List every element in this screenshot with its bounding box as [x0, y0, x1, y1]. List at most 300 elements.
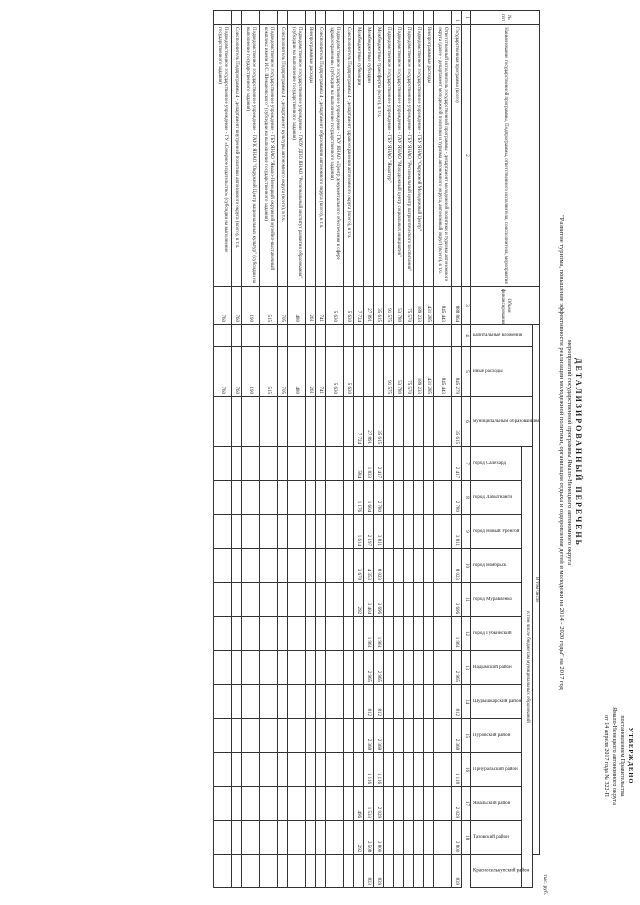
table-row	[434, 11, 452, 888]
row-municipality-value	[384, 821, 394, 855]
row-municipality-value	[404, 753, 414, 787]
row-municipality-value	[260, 549, 278, 583]
row-municipality-value	[232, 855, 242, 888]
row-municipality-value	[232, 549, 242, 583]
row-other-expenses: 760	[214, 347, 232, 397]
row-municipality-value: 2 800	[374, 821, 384, 855]
row-municipality-value	[434, 447, 452, 481]
row-investments	[242, 325, 260, 347]
row-municipal	[214, 397, 232, 447]
row-municipality-value	[424, 583, 434, 617]
table-row	[414, 11, 424, 888]
row-municipality-value	[414, 617, 424, 651]
row-municipality-value	[344, 549, 354, 583]
row-municipality-value: 1 961	[374, 617, 384, 651]
row-number	[424, 11, 434, 25]
row-municipality-value: 812	[452, 685, 462, 719]
row-municipal	[242, 397, 260, 447]
row-municipal	[424, 397, 434, 447]
row-municipality-value	[260, 481, 278, 515]
header-name: Наименование государственной программы, Подпрограммы, ответственного исполнителя, соисполнителя, мероприятия	[471, 25, 540, 287]
row-municipality-value	[354, 651, 364, 685]
row-municipality-value: 1 176	[354, 481, 364, 515]
column-index: 11	[462, 583, 471, 617]
column-index: 16	[462, 753, 471, 787]
row-municipality-value	[242, 685, 260, 719]
row-municipality-value	[384, 481, 394, 515]
approval-word: УТВЕРЖДЕНО	[627, 727, 634, 785]
row-municipality-value	[424, 515, 434, 549]
table-row	[316, 11, 326, 888]
row-name: Соисполнитель Подпрограммы 4 - департамент культуры автономного округа (всего), в т.ч.	[278, 25, 288, 287]
row-total: 741	[316, 287, 326, 325]
row-number: 1	[452, 11, 462, 25]
row-name: Подведомственное государственное учреждение - ГАОУ ДПО ЯНАО "Региональный институт развития образования" (субсидии на выполнение государственного задания)	[288, 25, 306, 287]
row-municipality-value	[278, 719, 288, 753]
row-municipality-value	[278, 481, 288, 515]
row-municipality-value	[288, 821, 306, 855]
row-municipality-value	[326, 719, 344, 753]
table-header-row	[533, 11, 540, 888]
row-municipality-value	[316, 753, 326, 787]
row-total: 75 570	[404, 287, 414, 325]
row-name: Подведомственное государственное учреждение - ГБУ ЯНАО "Окружной Молодежный Центр"	[414, 25, 424, 287]
row-municipality-value	[288, 447, 306, 481]
row-municipality-value	[242, 787, 260, 821]
row-municipality-value: 812	[374, 685, 384, 719]
row-municipality-value	[288, 855, 306, 888]
row-municipality-value	[424, 685, 434, 719]
column-index: 17	[462, 787, 471, 821]
row-municipality-value	[242, 753, 260, 787]
table-row	[344, 11, 354, 888]
row-total: 35 615	[374, 287, 384, 325]
row-total: 760	[232, 287, 242, 325]
row-municipality-value	[232, 787, 242, 821]
row-municipality-value	[316, 617, 326, 651]
row-investments	[434, 325, 452, 347]
row-municipality-value	[326, 447, 344, 481]
header-investments: капитальные вложения	[471, 325, 533, 347]
row-municipality-value: 1 961	[364, 617, 374, 651]
row-municipality-value	[316, 515, 326, 549]
row-number	[354, 11, 364, 25]
row-municipality-value	[326, 821, 344, 855]
row-other-expenses: 5 630	[344, 347, 354, 397]
row-municipal	[404, 397, 414, 447]
row-number	[278, 11, 288, 25]
row-municipality-value	[214, 481, 232, 515]
row-municipality-value	[424, 719, 434, 753]
row-municipality-value	[288, 719, 306, 753]
row-municipality-value	[344, 855, 354, 888]
row-municipality-value	[214, 549, 232, 583]
row-name: Соисполнитель Подпрограммы 4 - департамент внутренней политики автономного округа (всего), в т.ч.	[232, 25, 242, 287]
row-municipality-value	[242, 481, 260, 515]
row-municipality-value	[414, 719, 424, 753]
row-total: 5 630	[326, 287, 344, 325]
table-row	[260, 11, 278, 888]
row-municipality-value: 3 811	[452, 515, 462, 549]
row-name: Внепрограммные расходы	[306, 25, 316, 287]
row-municipality-value	[434, 855, 452, 888]
row-municipality-value	[394, 447, 404, 481]
row-municipality-value	[354, 719, 364, 753]
row-municipality-value	[344, 515, 354, 549]
row-municipality-value: 833	[364, 855, 374, 888]
row-municipality-value: 292	[354, 821, 364, 855]
row-total: 760	[214, 287, 232, 325]
row-municipality-value	[260, 685, 278, 719]
column-index: 10	[462, 549, 471, 583]
row-municipality-value	[384, 447, 394, 481]
row-municipality-value	[404, 447, 414, 481]
row-investments	[260, 325, 278, 347]
row-municipality-value: 812	[364, 685, 374, 719]
row-municipality-value	[354, 855, 364, 888]
header-municipality: Красноселькупский район	[471, 855, 522, 888]
row-municipality-value	[242, 719, 260, 753]
row-investments	[374, 325, 384, 347]
row-other-expenses	[364, 347, 374, 397]
row-name: Подведомственное государственное учреждение - ГБУ ЯНАО "Ямалтур"	[384, 25, 394, 287]
column-index: 7	[462, 447, 471, 481]
row-municipal	[278, 397, 288, 447]
column-index: 6	[462, 397, 471, 447]
row-municipality-value	[394, 617, 404, 651]
row-municipality-value	[288, 583, 306, 617]
header-municipality: Приуральский район	[471, 753, 522, 787]
column-index: 14	[462, 685, 471, 719]
row-total: 431 285	[424, 287, 434, 325]
row-municipality-value: 3 696	[452, 583, 462, 617]
row-number	[384, 11, 394, 25]
row-number	[316, 11, 326, 25]
row-name: Подведомственное государственное учреждение - ГАУК ЯНАО "Окружной Центр национальных культур" (субсидии на выполнение государственного задания)	[242, 25, 260, 287]
row-municipality-value	[278, 617, 288, 651]
row-municipality-value	[316, 719, 326, 753]
row-municipal	[326, 397, 344, 447]
row-municipality-value: 2 508	[364, 821, 374, 855]
table-row	[326, 11, 344, 888]
row-municipality-value	[278, 685, 288, 719]
row-total: 5 630	[344, 287, 354, 325]
row-municipality-value	[404, 787, 414, 821]
column-index: 13	[462, 651, 471, 685]
row-municipality-value	[306, 753, 316, 787]
header-total: Объем финансирования	[471, 287, 540, 325]
table-row	[242, 11, 260, 888]
row-municipality-value	[306, 447, 316, 481]
row-municipality-value	[394, 821, 404, 855]
row-name: Соисполнитель Подпрограммы 4 - департамент образования автономного округа (всего), в т.ч.	[316, 25, 326, 287]
row-municipality-value	[232, 651, 242, 685]
row-other-expenses: 845 279	[452, 347, 462, 397]
row-municipality-value	[214, 617, 232, 651]
row-number	[260, 11, 278, 25]
row-municipality-value	[288, 685, 306, 719]
row-investments	[288, 325, 306, 347]
row-municipal	[394, 397, 404, 447]
row-municipal	[232, 397, 242, 447]
row-other-expenses: 261	[306, 347, 316, 397]
row-municipality-value	[404, 855, 414, 888]
row-municipality-value	[344, 787, 354, 821]
approval-line: от 14 апреля 2017 года № 322-П	[603, 715, 609, 797]
column-index: 1	[462, 11, 471, 25]
row-other-expenses: 741	[316, 347, 326, 397]
row-name: Внепрограммные расходы	[424, 25, 434, 287]
row-number	[326, 11, 344, 25]
row-number	[242, 11, 260, 25]
row-municipality-value	[404, 481, 414, 515]
row-municipality-value	[214, 719, 232, 753]
row-municipality-value	[214, 515, 232, 549]
row-municipality-value	[316, 447, 326, 481]
row-municipality-value	[242, 821, 260, 855]
row-municipality-value	[404, 515, 414, 549]
row-municipality-value	[424, 651, 434, 685]
row-municipality-value	[278, 753, 288, 787]
header-municipality: Надымский район	[471, 651, 522, 685]
row-total: 53 780	[394, 287, 404, 325]
row-municipality-value	[260, 753, 278, 787]
row-municipality-value	[232, 583, 242, 617]
row-number	[214, 11, 232, 25]
row-municipal	[434, 397, 452, 447]
row-municipality-value	[260, 617, 278, 651]
row-municipality-value: 1 961	[452, 617, 462, 651]
table-row	[288, 11, 306, 888]
table-row	[404, 11, 414, 888]
row-municipality-value	[316, 821, 326, 855]
row-municipality-value	[414, 821, 424, 855]
row-municipal	[316, 397, 326, 447]
row-total: 888 864	[452, 287, 462, 325]
row-municipality-value: 2 417	[452, 447, 462, 481]
row-number	[404, 11, 414, 25]
row-municipality-value: 496	[354, 787, 364, 821]
row-municipality-value: 3 404	[364, 583, 374, 617]
row-municipality-value	[424, 617, 434, 651]
column-index: 12	[462, 617, 471, 651]
row-municipality-value	[242, 855, 260, 888]
row-total: 189 233	[414, 287, 424, 325]
row-total: 261	[306, 287, 316, 325]
row-municipality-value	[344, 583, 354, 617]
row-municipality-value	[434, 821, 452, 855]
row-investments	[364, 325, 374, 347]
row-municipality-value	[326, 685, 344, 719]
row-municipality-value: 1 604	[364, 481, 374, 515]
row-municipality-value	[316, 583, 326, 617]
row-total: 27 891	[364, 287, 374, 325]
row-municipality-value	[414, 685, 424, 719]
row-number	[288, 11, 306, 25]
table-row	[306, 11, 316, 888]
row-municipality-value	[424, 549, 434, 583]
row-municipality-value: 2 029	[452, 787, 462, 821]
row-municipality-value	[434, 515, 452, 549]
row-municipality-value	[414, 583, 424, 617]
row-other-expenses: 91 575	[384, 347, 394, 397]
row-municipality-value	[214, 685, 232, 719]
row-total: 480	[288, 287, 306, 325]
table-row	[232, 11, 242, 888]
row-municipality-value	[394, 719, 404, 753]
row-municipality-value	[424, 855, 434, 888]
row-municipality-value	[214, 583, 232, 617]
row-municipality-value	[434, 583, 452, 617]
row-municipality-value	[278, 651, 288, 685]
row-municipality-value: 584	[354, 447, 364, 481]
row-municipality-value: 1 833	[364, 447, 374, 481]
column-index: 4	[462, 325, 471, 347]
table-row	[374, 11, 384, 888]
row-municipality-value	[214, 447, 232, 481]
header-municipality: Тазовский район	[471, 821, 522, 855]
header-municipality: город Муравленко	[471, 583, 522, 617]
row-name: Подведомственное государственное учреждение - ГБУ ЯНАО "Региональный центр патриотического воспитания"	[404, 25, 414, 287]
row-other-expenses	[374, 347, 384, 397]
row-municipality-value	[404, 583, 414, 617]
row-municipality-value	[434, 617, 452, 651]
row-total: 91 575	[384, 287, 394, 325]
row-municipality-value	[260, 787, 278, 821]
row-municipal: 35 615	[374, 397, 384, 447]
row-municipal: 7 724	[354, 397, 364, 447]
row-municipality-value	[316, 685, 326, 719]
table-row	[278, 11, 288, 888]
row-investments	[278, 325, 288, 347]
row-municipality-value	[394, 651, 404, 685]
header-municipality: Шурышкарский район	[471, 685, 522, 719]
header-municipal-group: в том числе бюджетам муниципальных образований	[522, 447, 533, 888]
row-name: Межбюджетные субсидии	[364, 25, 374, 287]
row-municipal: 35 615	[452, 397, 462, 447]
row-municipality-value	[288, 515, 306, 549]
table-row	[394, 11, 404, 888]
row-municipality-value	[394, 685, 404, 719]
row-municipality-value	[424, 787, 434, 821]
row-municipality-value	[278, 787, 288, 821]
header-municipality: город Губкинский	[471, 617, 522, 651]
row-other-expenses: 705	[278, 347, 288, 397]
row-other-expenses: 5 630	[326, 347, 344, 397]
row-name: Межбюджетные субвенции	[354, 25, 364, 287]
row-municipality-value: 2 417	[374, 447, 384, 481]
row-municipality-value: 2 029	[374, 787, 384, 821]
row-municipality-value	[384, 787, 394, 821]
funding-table	[213, 10, 540, 888]
units-label: тыс. руб.	[542, 874, 548, 895]
row-municipality-value	[242, 549, 260, 583]
row-investments	[232, 325, 242, 347]
row-municipality-value	[424, 821, 434, 855]
row-investments	[414, 325, 424, 347]
row-municipality-value: 292	[354, 583, 364, 617]
row-name: Государственная программа (всего)	[452, 25, 462, 287]
row-municipality-value	[326, 617, 344, 651]
table-row	[452, 11, 462, 888]
row-number	[414, 11, 424, 25]
row-municipality-value: 2 368	[374, 719, 384, 753]
approval-line: постановлением Правительства	[619, 715, 625, 797]
row-municipality-value	[404, 617, 414, 651]
row-other-expenses: 53 780	[394, 347, 404, 397]
column-index: 2	[462, 25, 471, 287]
row-municipality-value	[242, 617, 260, 651]
table-row	[214, 11, 232, 888]
column-index: 5	[462, 347, 471, 397]
row-municipality-value	[394, 753, 404, 787]
row-municipality-value	[404, 821, 414, 855]
row-municipality-value: 2 800	[452, 821, 462, 855]
row-municipality-value	[306, 719, 316, 753]
row-number	[434, 11, 452, 25]
row-municipality-value	[260, 855, 278, 888]
row-municipality-value: 2 780	[452, 481, 462, 515]
row-number	[364, 11, 374, 25]
row-municipality-value	[326, 651, 344, 685]
column-index: 9	[462, 515, 471, 549]
header-other-expenses: иные расходы	[471, 347, 533, 397]
row-municipality-value	[354, 617, 364, 651]
row-municipality-value	[394, 549, 404, 583]
row-investments	[384, 325, 394, 347]
column-index: 3	[462, 287, 471, 325]
row-municipality-value: 839	[374, 855, 384, 888]
row-municipality-value: 1 614	[354, 515, 364, 549]
row-municipality-value	[434, 719, 452, 753]
row-municipality-value: 3 811	[374, 515, 384, 549]
row-municipal	[384, 397, 394, 447]
row-municipality-value	[306, 821, 316, 855]
document-title	[557, 150, 583, 755]
row-municipality-value	[344, 719, 354, 753]
row-municipality-value	[232, 447, 242, 481]
row-municipality-value	[242, 583, 260, 617]
header-including: В том числе	[533, 325, 540, 855]
row-municipality-value	[394, 481, 404, 515]
row-municipality-value	[344, 481, 354, 515]
row-municipality-value	[354, 753, 364, 787]
row-municipality-value	[434, 481, 452, 515]
row-investments	[354, 325, 364, 347]
row-name: Соисполнитель Подпрограммы 4 - департамент здравоохранения автономного округа (всего), в т.ч.	[344, 25, 354, 287]
row-municipality-value: 1 533	[364, 787, 374, 821]
row-municipality-value	[344, 685, 354, 719]
row-municipality-value	[232, 821, 242, 855]
row-investments	[452, 325, 462, 347]
row-municipality-value	[434, 549, 452, 583]
row-municipality-value	[260, 447, 278, 481]
row-name: Подведомственное государственное учреждение - ГУ «Северное издательство» (субсидии на выполнение государственного задания)	[214, 25, 232, 287]
table-row	[384, 11, 394, 888]
table-row	[424, 11, 434, 888]
row-municipality-value	[414, 481, 424, 515]
row-municipality-value	[344, 821, 354, 855]
row-municipality-value	[306, 481, 316, 515]
row-municipality-value	[214, 787, 232, 821]
approval-line: Ямало-Ненецкого автономного округа	[611, 707, 617, 805]
row-municipality-value	[214, 855, 232, 888]
row-municipality-value	[326, 855, 344, 888]
row-municipality-value: 1 116	[374, 753, 384, 787]
row-municipality-value	[232, 515, 242, 549]
row-municipal	[414, 397, 424, 447]
row-municipal	[306, 397, 316, 447]
